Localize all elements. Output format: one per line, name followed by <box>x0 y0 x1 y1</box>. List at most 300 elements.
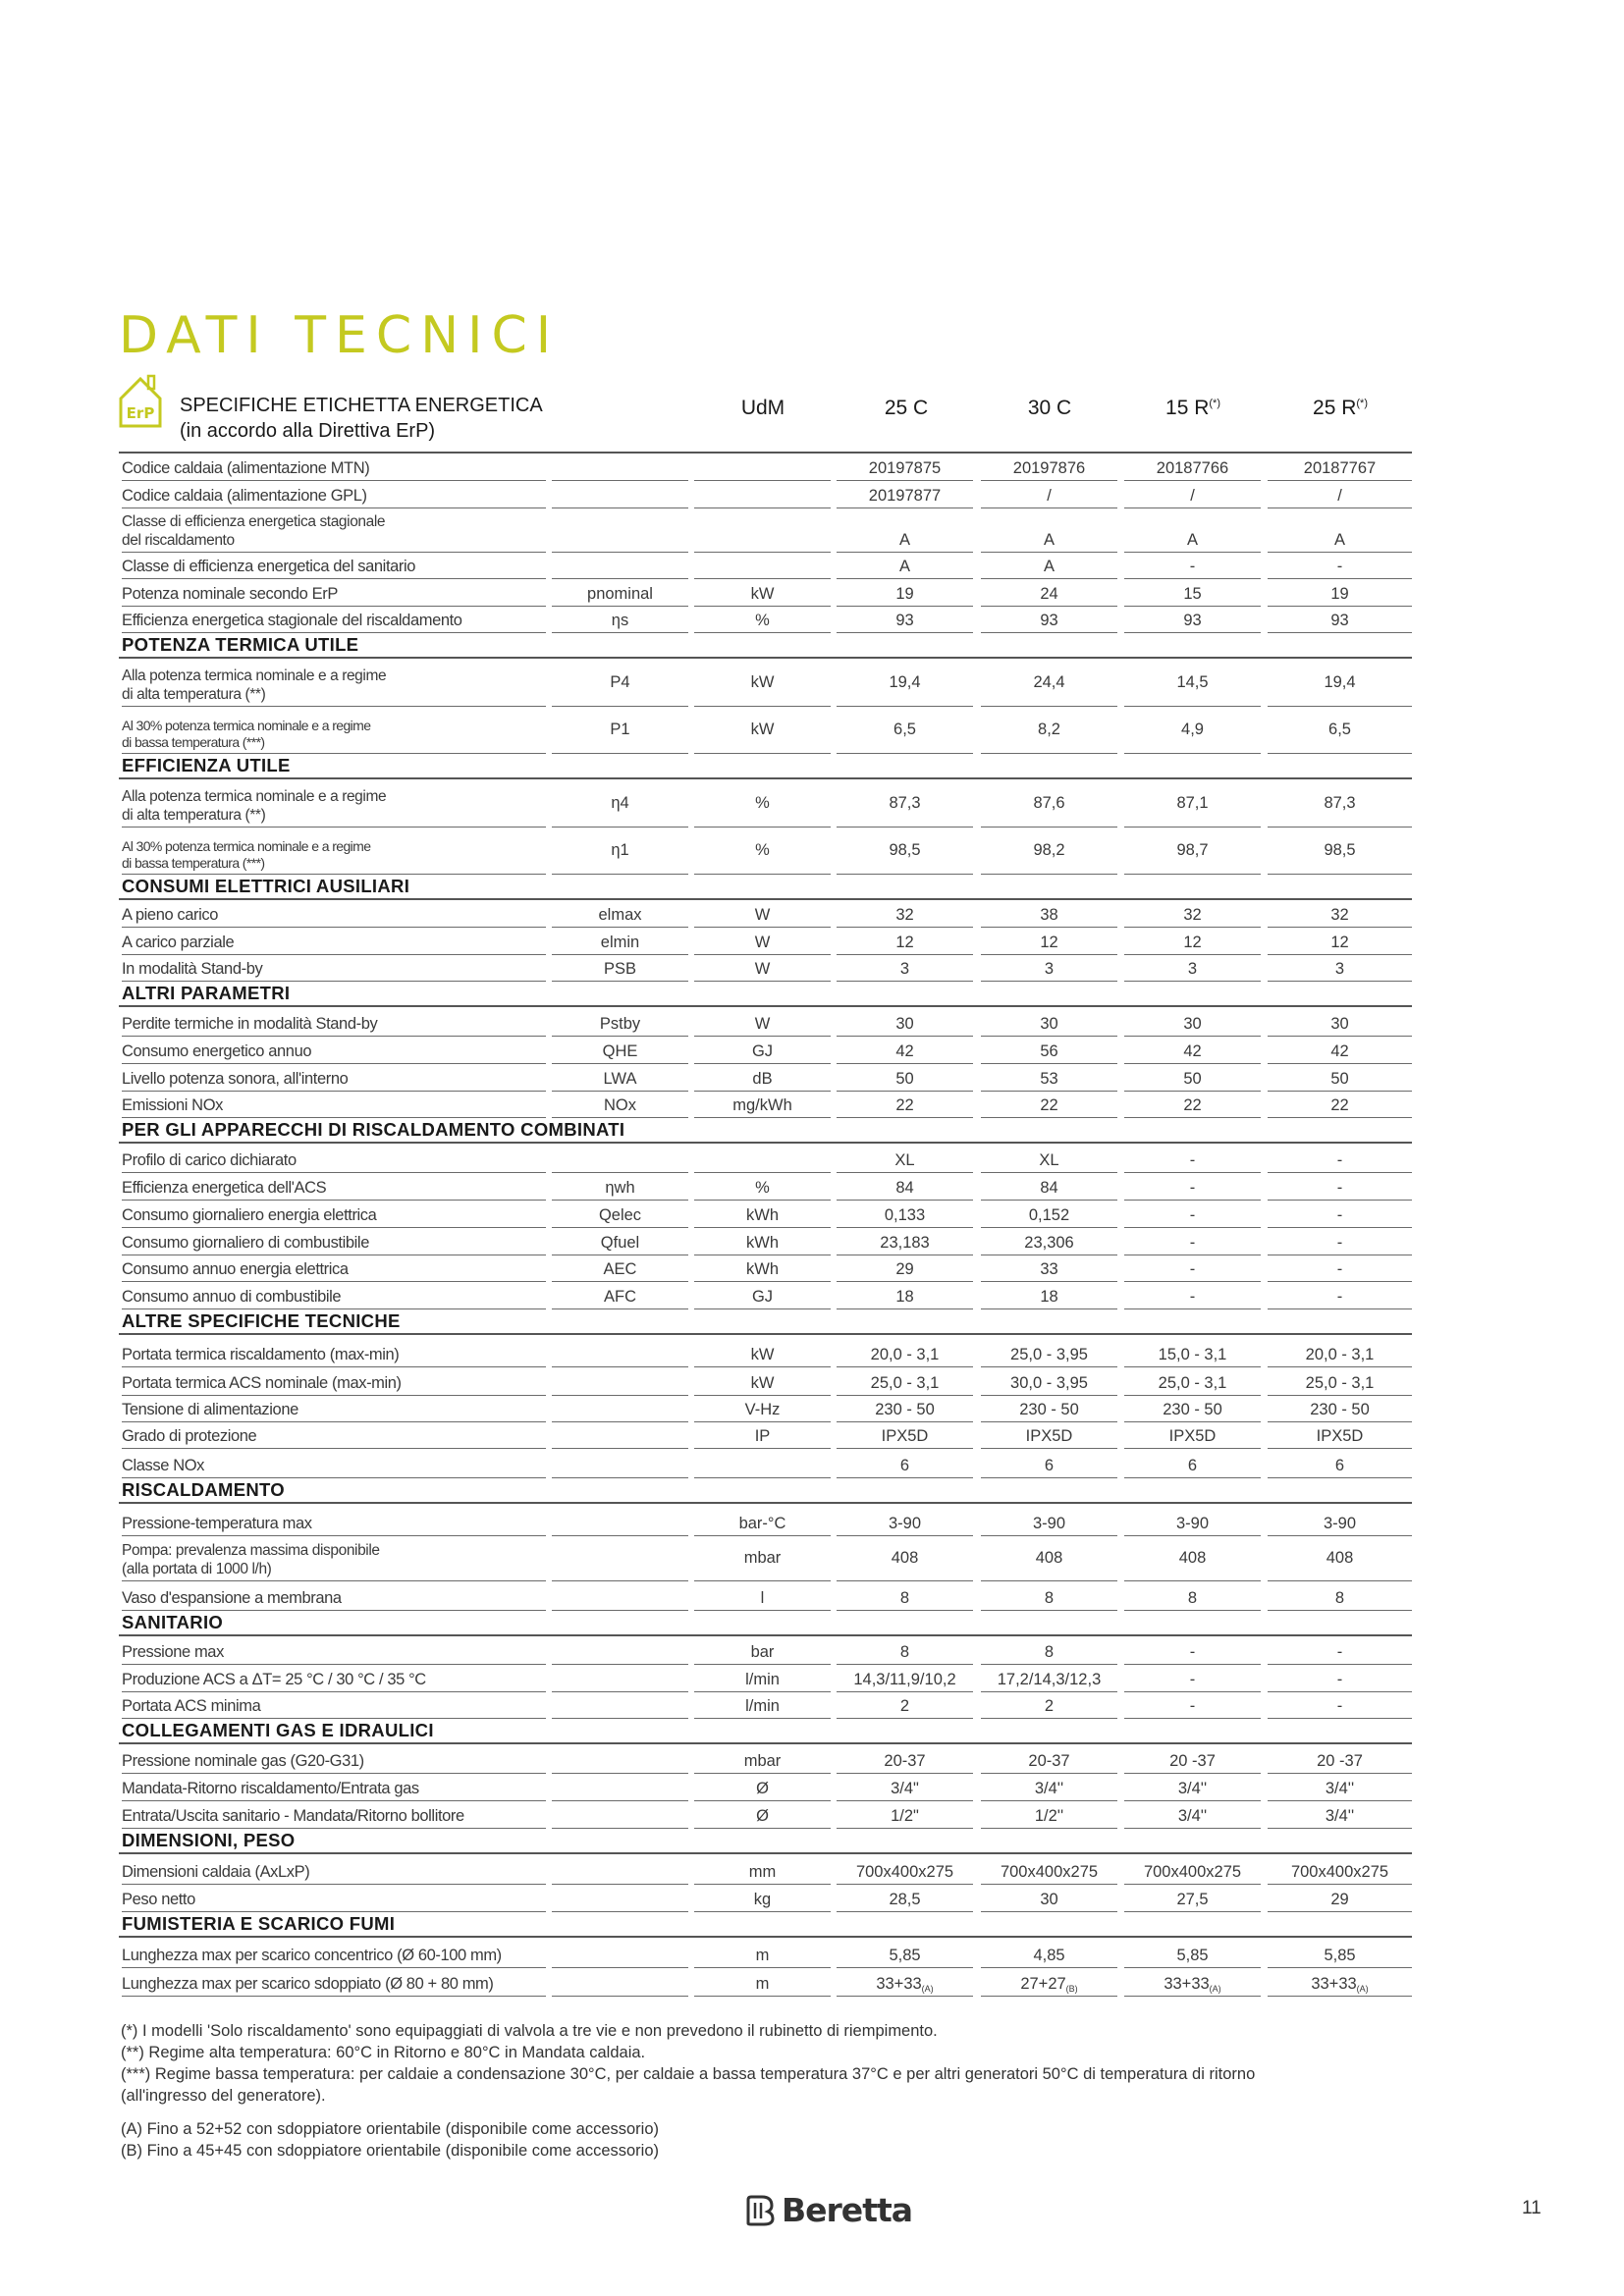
row-unit: W <box>694 928 831 955</box>
row-value: 50 <box>837 1064 973 1092</box>
row-value: 56 <box>981 1037 1117 1064</box>
row-value: 6 <box>1124 1449 1261 1478</box>
row-value: 18 <box>837 1282 973 1309</box>
row-value: - <box>1124 1636 1261 1665</box>
row-symbol <box>552 454 688 481</box>
row-value: 5,85 <box>1268 1938 1412 1968</box>
table-row <box>119 955 1412 982</box>
table-row <box>119 1422 1412 1449</box>
table-row <box>119 607 1412 633</box>
row-value: - <box>1124 1228 1261 1255</box>
row-value: 18 <box>981 1282 1117 1309</box>
header-model-2: 15 R(*) <box>1165 397 1220 419</box>
section-heading: COLLEGAMENTI GAS E IDRAULICI <box>119 1719 1412 1744</box>
row-label: Consumo annuo di combustibile <box>122 1282 546 1309</box>
row-value: 42 <box>1124 1037 1261 1064</box>
table-header-title <box>180 393 543 444</box>
spec-table <box>119 454 1412 1997</box>
row-unit: l/min <box>694 1665 831 1692</box>
footnote: (*) I modelli 'Solo riscaldamento' sono equipaggiati di valvola a tre vie e non prevedono il rubinetto di riempimento. <box>121 2022 938 2040</box>
row-value: - <box>1268 1201 1412 1228</box>
row-value: - <box>1268 1255 1412 1282</box>
row-value: 408 <box>1268 1536 1412 1581</box>
row-symbol <box>552 1665 688 1692</box>
table-row <box>119 1636 1412 1665</box>
row-value: 30 <box>837 1007 973 1037</box>
row-value: 30 <box>981 1007 1117 1037</box>
row-value: 6 <box>981 1449 1117 1478</box>
row-label: Lunghezza max per scarico concentrico (Ø 60-100 mm) <box>122 1938 546 1968</box>
row-value: 28,5 <box>837 1885 973 1912</box>
row-value: 14,5 <box>1124 659 1261 707</box>
row-value: 8 <box>1124 1581 1261 1611</box>
table-row <box>119 828 1412 875</box>
table-row <box>119 553 1412 579</box>
table-row <box>119 1201 1412 1228</box>
row-value: 20187767 <box>1268 454 1412 481</box>
row-unit: bar-°C <box>694 1504 831 1536</box>
row-symbol <box>552 1449 688 1478</box>
row-value: 33 <box>981 1255 1117 1282</box>
row-value: - <box>1124 1282 1261 1309</box>
row-value: - <box>1124 1692 1261 1719</box>
erp-icon-label: ErP <box>126 404 155 422</box>
table-row <box>119 1144 1412 1173</box>
row-unit: kg <box>694 1885 831 1912</box>
row-value: 1/2'' <box>981 1801 1117 1829</box>
row-value: 33+33 $_{(A)}$ <box>1124 1968 1261 1997</box>
section-heading: ALTRE SPECIFICHE TECNICHE <box>119 1309 1412 1335</box>
row-value: 6,5 <box>837 707 973 754</box>
row-value: 50 <box>1268 1064 1412 1092</box>
row-value: 408 <box>981 1536 1117 1581</box>
row-label: Consumo giornaliero di combustibile <box>122 1228 546 1255</box>
table-row <box>119 928 1412 955</box>
row-value: 3 <box>981 955 1117 982</box>
row-unit: % <box>694 779 831 828</box>
row-label: Lunghezza max per scarico sdoppiato (Ø 80 + 80 mm) <box>122 1968 546 1997</box>
row-value: 23,306 <box>981 1228 1117 1255</box>
row-value: 98,2 <box>981 828 1117 875</box>
row-label: Alla potenza termica nominale e a regime di alta temperatura (**) <box>122 659 546 707</box>
row-value: 3 <box>1124 955 1261 982</box>
row-label: Pressione nominale gas (G20-G31) <box>122 1744 546 1774</box>
row-value: 5,85 <box>1124 1938 1261 1968</box>
footnote: (all'ingresso del generatore). <box>121 2087 326 2105</box>
table-row <box>119 579 1412 607</box>
row-value: 98,5 <box>837 828 973 875</box>
row-unit: GJ <box>694 1282 831 1309</box>
page-number: 11 <box>1522 2198 1542 2218</box>
row-value: A <box>1268 508 1412 553</box>
row-unit <box>694 508 831 553</box>
row-value: 20 -37 <box>1268 1744 1412 1774</box>
row-symbol <box>552 508 688 553</box>
section-heading: FUMISTERIA E SCARICO FUMI <box>119 1912 1412 1938</box>
row-value: 700x400x275 <box>1124 1854 1261 1885</box>
row-symbol <box>552 1968 688 1997</box>
table-row <box>119 1692 1412 1719</box>
row-value: 25,0 - 3,95 <box>981 1335 1117 1367</box>
row-unit: dB <box>694 1064 831 1092</box>
row-unit: Ø <box>694 1774 831 1801</box>
row-value: 22 <box>981 1092 1117 1118</box>
row-symbol: η4 <box>552 779 688 828</box>
row-label: Efficienza energetica stagionale del riscaldamento <box>122 607 546 633</box>
row-value: 6 <box>837 1449 973 1478</box>
row-symbol: pnominal <box>552 579 688 607</box>
row-value: XL <box>981 1144 1117 1173</box>
row-value: 408 <box>1124 1536 1261 1581</box>
row-unit <box>694 553 831 579</box>
row-symbol: PSB <box>552 955 688 982</box>
table-row <box>119 1801 1412 1829</box>
row-value: 0,133 <box>837 1201 973 1228</box>
brand-logo <box>742 2191 912 2229</box>
row-label: Consumo energetico annuo <box>122 1037 546 1064</box>
row-value: 8 <box>1268 1581 1412 1611</box>
header-udm: UdM <box>740 397 785 419</box>
table-row <box>119 1968 1412 1997</box>
row-value: 42 <box>1268 1037 1412 1064</box>
row-label: Perdite termiche in modalità Stand-by <box>122 1007 546 1037</box>
row-label: Pressione-temperatura max <box>122 1504 546 1536</box>
table-row <box>119 1282 1412 1309</box>
row-value: 12 <box>981 928 1117 955</box>
row-value: 4,9 <box>1124 707 1261 754</box>
row-unit: kW <box>694 1367 831 1396</box>
row-value: / <box>1124 481 1261 508</box>
row-unit: kW <box>694 1335 831 1367</box>
header-subtitle: (in accordo alla Direttiva ErP) <box>180 420 436 442</box>
row-value: 20197876 <box>981 454 1117 481</box>
row-label: Produzione ACS a ΔT= 25 °C / 30 °C / 35 °C <box>122 1665 546 1692</box>
row-value: 93 <box>837 607 973 633</box>
row-value: / <box>1268 481 1412 508</box>
row-symbol: elmax <box>552 900 688 928</box>
row-label: Efficienza energetica dell'ACS <box>122 1173 546 1201</box>
row-value: 32 <box>837 900 973 928</box>
table-row <box>119 1173 1412 1201</box>
row-value: 25,0 - 3,1 <box>837 1367 973 1396</box>
row-symbol <box>552 1335 688 1367</box>
page-title: DATI TECNICI <box>119 306 561 365</box>
row-value: 30 <box>981 1885 1117 1912</box>
row-unit: W <box>694 955 831 982</box>
row-label: Consumo annuo energia elettrica <box>122 1255 546 1282</box>
row-unit: W <box>694 900 831 928</box>
header-model-0: 25 C <box>884 397 929 419</box>
row-label: Mandata-Ritorno riscaldamento/Entrata gas <box>122 1774 546 1801</box>
row-symbol <box>552 1422 688 1449</box>
row-label: Peso netto <box>122 1885 546 1912</box>
row-unit: l <box>694 1581 831 1611</box>
row-value: 27+27 $_{(B)}$ <box>981 1968 1117 1997</box>
row-value: - <box>1268 1665 1412 1692</box>
row-label: Portata ACS minima <box>122 1692 546 1719</box>
row-value: 24,4 <box>981 659 1117 707</box>
row-unit: W <box>694 1007 831 1037</box>
row-value: 42 <box>837 1037 973 1064</box>
row-value: 27,5 <box>1124 1885 1261 1912</box>
row-value: 87,3 <box>837 779 973 828</box>
table-row <box>119 1064 1412 1092</box>
row-label: Livello potenza sonora, all'interno <box>122 1064 546 1092</box>
row-value: - <box>1124 553 1261 579</box>
table-row <box>119 1744 1412 1774</box>
table-row <box>119 1854 1412 1885</box>
table-row <box>119 1665 1412 1692</box>
row-value: 20197877 <box>837 481 973 508</box>
row-value: 32 <box>1268 900 1412 928</box>
row-value: 3 <box>1268 955 1412 982</box>
row-value: 32 <box>1124 900 1261 928</box>
row-value: 3/4'' <box>1268 1774 1412 1801</box>
row-unit: % <box>694 1173 831 1201</box>
row-value: A <box>837 553 973 579</box>
row-unit: % <box>694 607 831 633</box>
row-unit: IP <box>694 1422 831 1449</box>
footnote-a: (A) Fino a 52+52 con sdoppiatore orientabile (disponibile come accessorio) <box>121 2120 660 2138</box>
row-value: 20-37 <box>981 1744 1117 1774</box>
row-unit: Ø <box>694 1801 831 1829</box>
row-value: - <box>1268 1228 1412 1255</box>
row-value: 93 <box>1124 607 1261 633</box>
row-value: 53 <box>981 1064 1117 1092</box>
row-value: 20197875 <box>837 454 973 481</box>
row-unit: mm <box>694 1854 831 1885</box>
row-value: 19,4 <box>837 659 973 707</box>
row-value: - <box>1268 1636 1412 1665</box>
row-value: XL <box>837 1144 973 1173</box>
row-symbol <box>552 1938 688 1968</box>
row-value: 20187766 <box>1124 454 1261 481</box>
row-value: 3/4'' <box>1268 1801 1412 1829</box>
row-value: 8 <box>981 1636 1117 1665</box>
table-row <box>119 1007 1412 1037</box>
row-symbol <box>552 1744 688 1774</box>
row-value: 17,2/14,3/12,3 <box>981 1665 1117 1692</box>
row-value: 30 <box>1124 1007 1261 1037</box>
row-value: 22 <box>1268 1092 1412 1118</box>
row-value: IPX5D <box>981 1422 1117 1449</box>
row-label: In modalità Stand-by <box>122 955 546 982</box>
row-value: 29 <box>837 1255 973 1282</box>
row-unit: m <box>694 1968 831 1997</box>
table-row <box>119 900 1412 928</box>
row-unit: kW <box>694 579 831 607</box>
row-value: 1/2" <box>837 1801 973 1829</box>
table-row <box>119 1037 1412 1064</box>
row-value: IPX5D <box>1268 1422 1412 1449</box>
row-value: 19,4 <box>1268 659 1412 707</box>
row-value: / <box>981 481 1117 508</box>
row-label: Entrata/Uscita sanitario - Mandata/Ritorno bollitore <box>122 1801 546 1829</box>
row-value: 230 - 50 <box>1268 1396 1412 1422</box>
row-value: 30 <box>1268 1007 1412 1037</box>
row-unit: V-Hz <box>694 1396 831 1422</box>
row-symbol: Pstby <box>552 1007 688 1037</box>
table-row <box>119 1228 1412 1255</box>
row-symbol: LWA <box>552 1064 688 1092</box>
row-value: A <box>1124 508 1261 553</box>
row-symbol: elmin <box>552 928 688 955</box>
row-value: 230 - 50 <box>1124 1396 1261 1422</box>
row-value: 87,3 <box>1268 779 1412 828</box>
row-value: - <box>1124 1201 1261 1228</box>
row-unit: kWh <box>694 1228 831 1255</box>
table-row <box>119 1536 1412 1581</box>
table-row <box>119 1367 1412 1396</box>
row-value: 19 <box>1268 579 1412 607</box>
row-value: A <box>837 508 973 553</box>
row-symbol <box>552 1885 688 1912</box>
table-row <box>119 1504 1412 1536</box>
row-value: 3-90 <box>1268 1504 1412 1536</box>
row-symbol: ηwh <box>552 1173 688 1201</box>
row-value: - <box>1268 1282 1412 1309</box>
table-row <box>119 779 1412 828</box>
table-row <box>119 1396 1412 1422</box>
erp-house-icon <box>118 373 163 430</box>
row-value: 98,7 <box>1124 828 1261 875</box>
row-unit <box>694 481 831 508</box>
row-value: 98,5 <box>1268 828 1412 875</box>
row-symbol: QHE <box>552 1037 688 1064</box>
row-symbol <box>552 1504 688 1536</box>
table-row <box>119 707 1412 754</box>
row-value: 33+33 $_{(A)}$ <box>1268 1968 1412 1997</box>
row-symbol <box>552 1692 688 1719</box>
row-symbol: P4 <box>552 659 688 707</box>
row-label: Profilo di carico dichiarato <box>122 1144 546 1173</box>
row-symbol <box>552 1396 688 1422</box>
row-value: 8 <box>981 1581 1117 1611</box>
row-symbol <box>552 553 688 579</box>
table-row <box>119 1092 1412 1118</box>
row-value: IPX5D <box>837 1422 973 1449</box>
row-label: Grado di protezione <box>122 1422 546 1449</box>
row-value: 15,0 - 3,1 <box>1124 1335 1261 1367</box>
row-unit <box>694 1144 831 1173</box>
row-symbol <box>552 1854 688 1885</box>
row-value: 3/4" <box>837 1774 973 1801</box>
row-value: 12 <box>1268 928 1412 955</box>
row-value: - <box>1124 1255 1261 1282</box>
section-heading: DIMENSIONI, PESO <box>119 1829 1412 1854</box>
row-value: 230 - 50 <box>837 1396 973 1422</box>
row-value: - <box>1268 553 1412 579</box>
row-unit: m <box>694 1938 831 1968</box>
row-value: 29 <box>1268 1885 1412 1912</box>
row-value: 33+33 $_{(A)}$ <box>837 1968 973 1997</box>
header-model-3: 25 R(*) <box>1313 397 1368 419</box>
row-value: 8 <box>837 1581 973 1611</box>
row-label: Emissioni NOx <box>122 1092 546 1118</box>
beretta-logo-icon <box>742 2194 776 2227</box>
table-row <box>119 508 1412 553</box>
row-value: 20,0 - 3,1 <box>837 1335 973 1367</box>
table-row <box>119 454 1412 481</box>
row-value: 50 <box>1124 1064 1261 1092</box>
brand-name: Beretta <box>782 2191 913 2229</box>
row-label: Al 30% potenza termica nominale e a regime di bassa temperatura (***) <box>122 828 546 875</box>
footnote: (**) Regime alta temperatura: 60°C in Ritorno e 80°C in Mandata caldaia. <box>121 2044 646 2061</box>
row-value: 12 <box>837 928 973 955</box>
row-value: - <box>1124 1144 1261 1173</box>
row-value: 23,183 <box>837 1228 973 1255</box>
row-symbol: AEC <box>552 1255 688 1282</box>
row-label: Classe NOx <box>122 1449 546 1478</box>
row-label: Codice caldaia (alimentazione MTN) <box>122 454 546 481</box>
row-value: 6 <box>1268 1449 1412 1478</box>
row-value: 87,1 <box>1124 779 1261 828</box>
row-unit: mbar <box>694 1536 831 1581</box>
table-row <box>119 1255 1412 1282</box>
row-value: 22 <box>1124 1092 1261 1118</box>
row-value: 3-90 <box>981 1504 1117 1536</box>
row-value: 25,0 - 3,1 <box>1268 1367 1412 1396</box>
row-value: 12 <box>1124 928 1261 955</box>
row-value: 25,0 - 3,1 <box>1124 1367 1261 1396</box>
row-value: 700x400x275 <box>981 1854 1117 1885</box>
row-label: Codice caldaia (alimentazione GPL) <box>122 481 546 508</box>
row-label: Classe di efficienza energetica stagionale del riscaldamento <box>122 508 546 553</box>
row-value: 15 <box>1124 579 1261 607</box>
row-unit <box>694 454 831 481</box>
row-value: 2 <box>837 1692 973 1719</box>
table-row <box>119 1449 1412 1478</box>
row-value: 14,3/11,9/10,2 <box>837 1665 973 1692</box>
table-row <box>119 1335 1412 1367</box>
row-symbol <box>552 1774 688 1801</box>
row-value: 3-90 <box>837 1504 973 1536</box>
row-label: Potenza nominale secondo ErP <box>122 579 546 607</box>
row-label: A carico parziale <box>122 928 546 955</box>
row-value: 93 <box>981 607 1117 633</box>
row-value: 20 -37 <box>1124 1744 1261 1774</box>
row-value: 408 <box>837 1536 973 1581</box>
row-label: Portata termica ACS nominale (max-min) <box>122 1367 546 1396</box>
row-value: 8,2 <box>981 707 1117 754</box>
row-symbol <box>552 1367 688 1396</box>
row-unit: mbar <box>694 1744 831 1774</box>
footnote-b: (B) Fino a 45+45 con sdoppiatore orientabile (disponibile come accessorio) <box>121 2142 660 2160</box>
row-unit: kW <box>694 707 831 754</box>
row-unit <box>694 1449 831 1478</box>
row-unit: kWh <box>694 1255 831 1282</box>
row-value: - <box>1124 1173 1261 1201</box>
row-label: Tensione di alimentazione <box>122 1396 546 1422</box>
row-value: 8 <box>837 1636 973 1665</box>
row-value: 38 <box>981 900 1117 928</box>
row-value: - <box>1268 1173 1412 1201</box>
section-heading: EFFICIENZA UTILE <box>119 754 1412 779</box>
footnote: (***) Regime bassa temperatura: per caldaie a condensazione 30°C, per caldaie a bassa temperatura 37°C e per altri generatori 50°C di temperatura di ritorno <box>121 2065 1256 2083</box>
row-label: Alla potenza termica nominale e a regime di alta temperatura (**) <box>122 779 546 828</box>
row-symbol: NOx <box>552 1092 688 1118</box>
row-value: 3/4'' <box>981 1774 1117 1801</box>
row-value: 3/4'' <box>1124 1774 1261 1801</box>
row-symbol <box>552 1801 688 1829</box>
header-title: SPECIFICHE ETICHETTA ENERGETICA <box>180 395 543 416</box>
table-row <box>119 481 1412 508</box>
row-label: Pompa: prevalenza massima disponibile (alla portata di 1000 l/h) <box>122 1536 546 1581</box>
row-value: 22 <box>837 1092 973 1118</box>
row-unit: % <box>694 828 831 875</box>
row-unit: kW <box>694 659 831 707</box>
row-value: A <box>981 508 1117 553</box>
